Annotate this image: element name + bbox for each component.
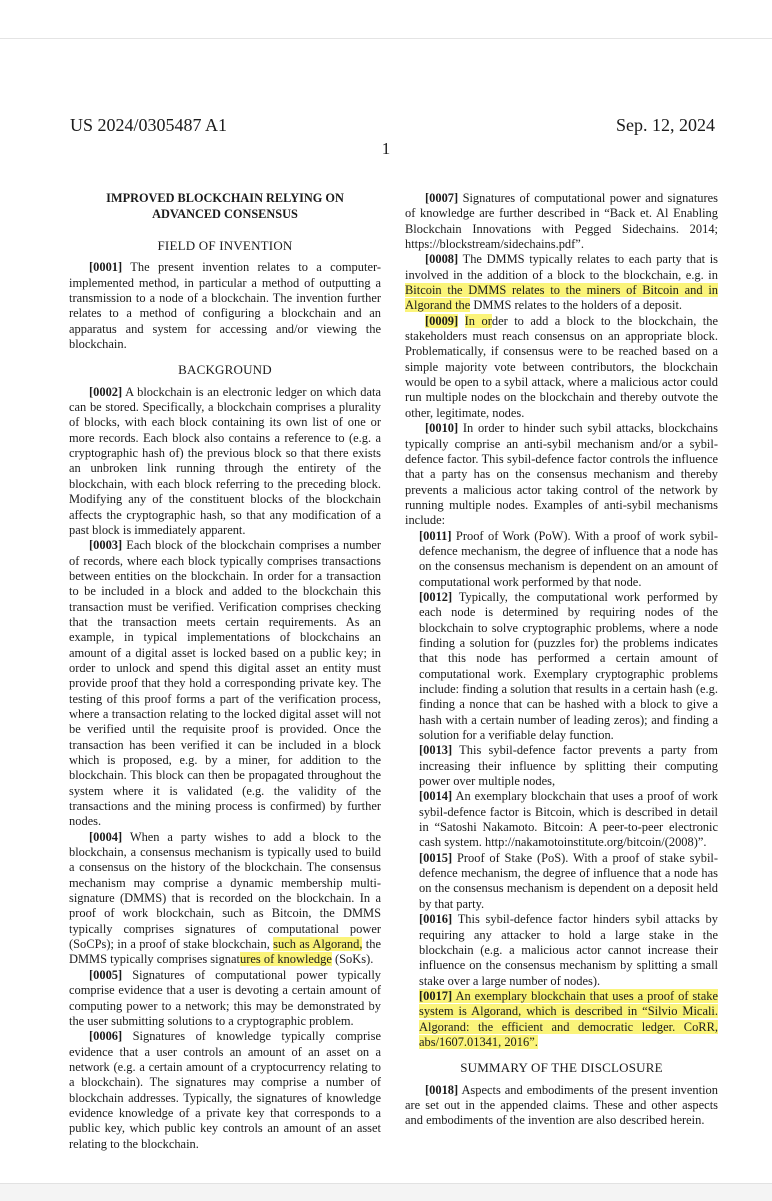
paragraph-0001: [0001] The present invention relates to a computer-implemented method, in particular a method of outputting a transmission to a node of a blockchain. The invention further relates to a method of configuring a blockchain and an apparatus and system for accessing and/or viewing the blockchain.	[69, 260, 381, 352]
paragraph-0013: [0013] This sybil-defence factor prevents a party from increasing their influence by splitting their computing power over multiple nodes,	[419, 743, 718, 789]
page-number: 1	[381, 139, 391, 158]
paragraph-0009: [0009] In order to add a block to the blockchain, the stakeholders must reach consensus on an appropriate block. Problematically, if consensus were to be reached based on a simple majority vote between contributors, the blockchain would be open to a sybil attack, where a malicious actor could run multiple nodes on the blockchain and thereby outvote the other, legitimate, nodes.	[405, 313, 718, 420]
paragraph-0004: [0004] When a party wishes to add a block to the blockchain, a consensus mechanism is typically used to build a consensus on the history of the blockchain. The consensus mechanism may comprise a dynamic membership multi-signature (DMMS) that is recorded on the blockchain. In a proof of work blockchain, such as Bitcoin, the DMMS typically comprises signatures of computational power (SoCPs); in a proof of stake blockchain, such as Algorand, the DMMS typically comprises signatures of knowledge (SoKs).	[69, 829, 382, 967]
paragraph-0002: [0002] A blockchain is an electronic ledger on which data can be stored. Specifically, a blockchain comprises a plurality of blocks, with each block containing its own list of one or more records. Each block also contains a reference to (e.g. a cryptographic hash of) the previous block so that there exists an unbroken link running through the entirety of the blockchain, with each block referring to the preceding block. Modifying any of the constituent blocks of the blockchain affects the cryptographic hash, so that any modification of a past block is immediately apparent.	[69, 384, 381, 537]
viewer-top-bar	[0, 0, 772, 39]
paragraph-0008: [0008] The DMMS typically relates to each party that is involved in the addition of a block to the blockchain, e.g. in Bitcoin the DMMS relates to the miners of Bitcoin and in Algorand the DMMS relates to the holders of a deposit.	[405, 252, 718, 313]
highlight-paragraph-0017: [0017] An exemplary blockchain that uses a proof of stake system is Algorand, which is described in “Silvio Micali. Algorand: the efficient and democratic ledger. CoRR, abs/1607.01341, 2016”.	[419, 988, 718, 1049]
heading-field-of-invention: FIELD OF INVENTION	[157, 238, 293, 253]
highlight-algorand: such as Algorand,	[273, 937, 363, 952]
left-column	[69, 191, 381, 1152]
right-column	[405, 191, 718, 1129]
heading-background: BACKGROUND	[178, 362, 272, 378]
highlight-signatures-of-knowledge: ures of knowledge	[240, 952, 332, 967]
paragraph-0012: [0012] Typically, the computational work performed by each node is determined by requiring nodes of the blockchain to solve cryptographic problems, where a node finding a solution for (puzzles for) the problems indicates that this node has performed a certain amount of computational work. Exemplary cryptographic problems include: finding a solution that results in a certain hash (e.g. finding a nonce that can be hashed with a block to give a hash with a certain number of leading zeros); and finding a solution for a verifiable delay function.	[419, 589, 718, 743]
document-title: IMPROVED BLOCKCHAIN RELYING ON ADVANCED CONSENSUS	[106, 191, 344, 221]
paragraph-0018: [0018] Aspects and embodiments of the present invention are set out in the appended claims. These and other aspects and embodiments of the invention are also described herein.	[405, 1082, 718, 1128]
paragraph-0011: [0011] Proof of Work (PoW). With a proof of work sybil-defence mechanism, the degree of influence that a node has on the consensus mechanism is dependent on an amount of computational work performed by that node.	[419, 528, 718, 589]
paragraph-0010: [0010] In order to hinder such sybil attacks, blockchains typically comprise an anti-sybil mechanism and/or a sybil-defence factor. This sybil-defence factor controls the influence that a party has on the consensus mechanism and thereby prevents a malicious actor taking control of the network by running multiple nodes. Examples of anti-sybil mechanisms include:	[405, 421, 718, 528]
publication-number: US 2024/0305487 A1	[70, 115, 228, 135]
highlight-bitcoin-algorand: Bitcoin the DMMS relates to the miners of Bitcoin and in Algorand the	[405, 283, 718, 313]
paragraph-0016: [0016] This sybil-defence factor hinders sybil attacks by requiring any attacker to hold a large stake in the blockchain (e.g. a malicious actor cannot increase their influence on the consensus mechanism by splitting a small stake over a large number of nodes).	[419, 912, 718, 988]
paragraph-0005: [0005] Signatures of computational power typically comprise evidence that a user is devoting a certain amount of computing power to a network; this may be demonstrated by the user submitting solutions to a cryptographic problem.	[69, 967, 382, 1028]
paragraph-0003: [0003] Each block of the blockchain comprises a number of records, where each block typically comprises transactions between entities on the blockchain. In order for a transaction to be included in a block and added to the blockchain this transaction must be verified. Verification comprises checking that the transaction meets certain requirements. As an example, in typical implementations of blockchains an amount of a digital asset is locked based on a public key; in order to unlock and spend this digital asset an entity must provide proof that they hold a corresponding private key. The testing of this proof forms a part of the verification process, where a transaction relating to the locked digital asset will not be verified until the requisite proof is provided. Once the transaction has been verified it can be included in a block which is proposed, e.g. by a miner, for addition to the blockchain. This block can then be propagated throughout the system where it is validated (e.g. the validity of the transactions and the mining process is confirmed) by further nodes.	[69, 538, 382, 829]
viewer-bottom-bar	[0, 1183, 772, 1201]
paragraph-0017	[419, 989, 718, 1050]
paragraph-0006: [0006] Signatures of knowledge typically comprise evidence that a user controls an amount of an asset on a network (e.g. a certain amount of a cryptocurrency relating to a blockchain). The signatures may comprise a number of blockchain addresses. Typically, the signatures of knowledge evidence knowledge of a private key that corresponds to a public key, which public key controls an amount of an asset relating to the blockchain.	[69, 1029, 381, 1151]
paragraph-0015: [0015] Proof of Stake (PoS). With a proof of stake sybil-defence mechanism, the degree of influence that a node has on the consensus mechanism is dependent on a deposit held by that party.	[419, 850, 718, 911]
publication-date: Sep. 12, 2024	[616, 115, 715, 135]
paragraph-0014: [0014] An exemplary blockchain that uses a proof of work sybil-defence factor is Bitcoin, which is described in detail in “Satoshi Nakamoto. Bitcoin: A peer-to-peer electronic cash system. http://nakamotoinstitute.org/bitcoin/(2008)”.	[419, 789, 718, 850]
paragraph-0007: [0007] Signatures of computational power and signatures of knowledge are further described in “Back et. Al Enabling Blockchain Innovations with Pegged Sidechains. 2014; https://blockstream/sidechains.pdf”.	[405, 191, 718, 252]
heading-summary: SUMMARY OF THE DISCLOSURE	[460, 1060, 663, 1076]
